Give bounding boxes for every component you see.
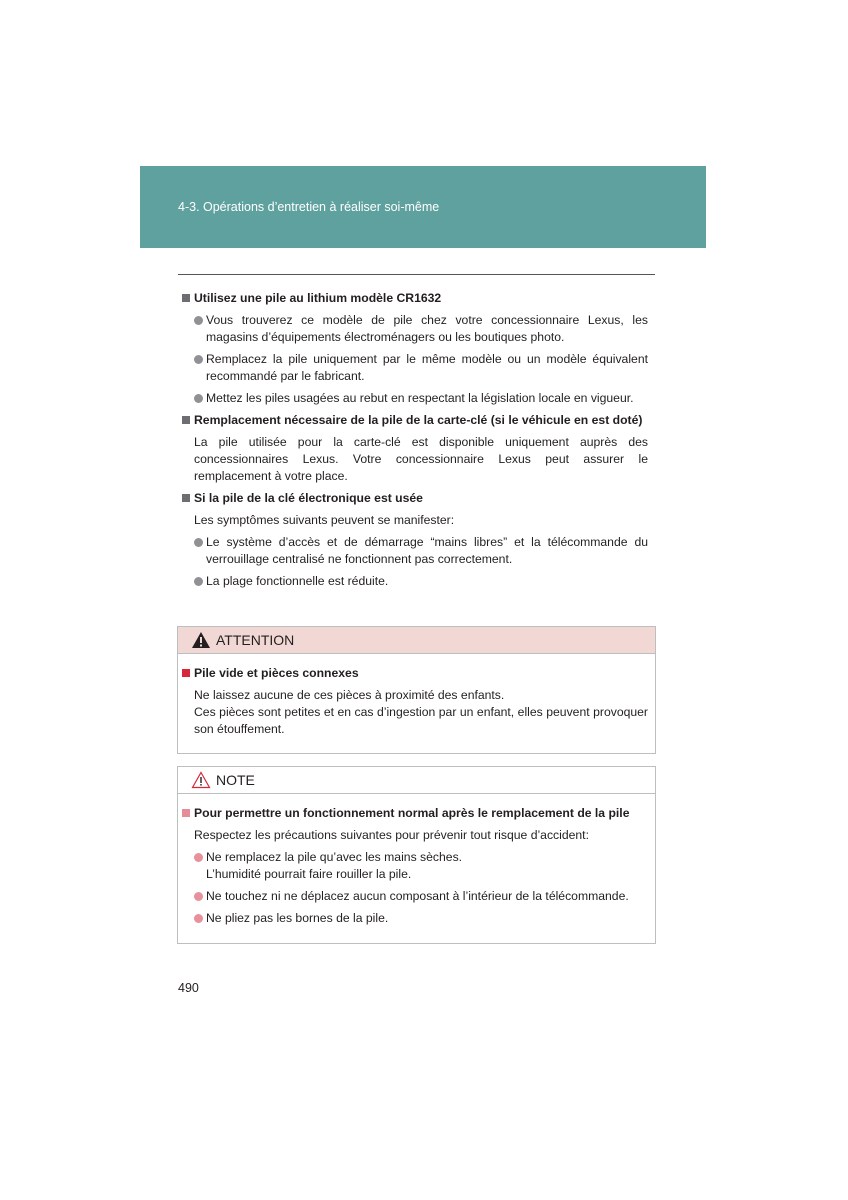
list-item: Mettez les piles usagées au rebut en respectant la législation locale en vigueur. <box>182 390 648 407</box>
square-bullet-icon <box>182 416 190 424</box>
section-title: 4-3. Opérations d’entretien à réaliser soi-même <box>178 200 440 214</box>
attention-header <box>178 627 655 654</box>
list-item: Ne remplacez la pile qu’avec les mains sèches. L’humidité pourrait faire rouiller la pile. <box>182 849 648 883</box>
list-item: Ne touchez ni ne déplacez aucun composant à l’intérieur de la télécommande. <box>182 888 648 905</box>
attention-label: ATTENTION <box>216 632 295 648</box>
square-bullet-icon <box>182 494 190 502</box>
warning-outline-icon <box>191 771 211 789</box>
paragraph: Les symptômes suivants peuvent se manifester: <box>194 513 455 527</box>
section-heading: Remplacement nécessaire de la pile de la carte-clé (si le véhicule en est doté) <box>182 412 648 429</box>
main-content <box>182 290 648 595</box>
round-bullet-icon <box>194 577 203 586</box>
list-item: La plage fonctionnelle est réduite. <box>182 573 648 590</box>
square-bullet-icon <box>182 809 190 817</box>
note-label: NOTE <box>216 772 255 788</box>
round-bullet-icon <box>194 538 203 547</box>
note-box <box>177 766 656 944</box>
square-bullet-icon <box>182 669 190 677</box>
list-item: Le système d’accès et de démarrage “mains libres” et la télécommande du verrouillage centralisé ne fonctionnent pas correctement. <box>182 534 648 568</box>
round-bullet-icon <box>194 892 203 901</box>
section-heading: Si la pile de la clé électronique est usée <box>182 490 648 507</box>
round-bullet-icon <box>194 394 203 403</box>
section-heading: Utilisez une pile au lithium modèle CR1632 <box>182 290 648 307</box>
list-item: Vous trouverez ce modèle de pile chez votre concessionnaire Lexus, les magasins d’équipements électroménagers ou les boutiques photo. <box>182 312 648 346</box>
round-bullet-icon <box>194 853 203 862</box>
section-header-band <box>140 166 706 248</box>
attention-box <box>177 626 656 754</box>
paragraph: La pile utilisée pour la carte-clé est disponible uniquement auprès des concessionnaires Lexus. Votre concessionnaire Lexus peut assurer le remplacement à votre place. <box>194 435 648 483</box>
list-item: Ne pliez pas les bornes de la pile. <box>182 910 648 927</box>
attention-line: Ne laissez aucune de ces pièces à proximité des enfants. <box>194 688 505 702</box>
paragraph: Respectez les précautions suivantes pour prévenir tout risque d’accident: <box>194 828 589 842</box>
list-item: Remplacez la pile uniquement par le même modèle ou un modèle équivalent recommandé par le fabricant. <box>182 351 648 385</box>
round-bullet-icon <box>194 355 203 364</box>
attention-heading: Pile vide et pièces connexes <box>182 665 648 682</box>
round-bullet-icon <box>194 316 203 325</box>
attention-line: Ces pièces sont petites et en cas d’ingestion par un enfant, elles peuvent provoquer son étouffement. <box>194 705 648 736</box>
attention-body <box>182 665 648 743</box>
divider <box>178 274 655 275</box>
square-bullet-icon <box>182 294 190 302</box>
warning-triangle-icon <box>191 631 211 649</box>
round-bullet-icon <box>194 914 203 923</box>
note-heading: Pour permettre un fonctionnement normal après le remplacement de la pile <box>182 805 648 822</box>
note-header <box>178 767 655 794</box>
note-body <box>182 805 648 932</box>
page-number: 490 <box>178 981 199 995</box>
